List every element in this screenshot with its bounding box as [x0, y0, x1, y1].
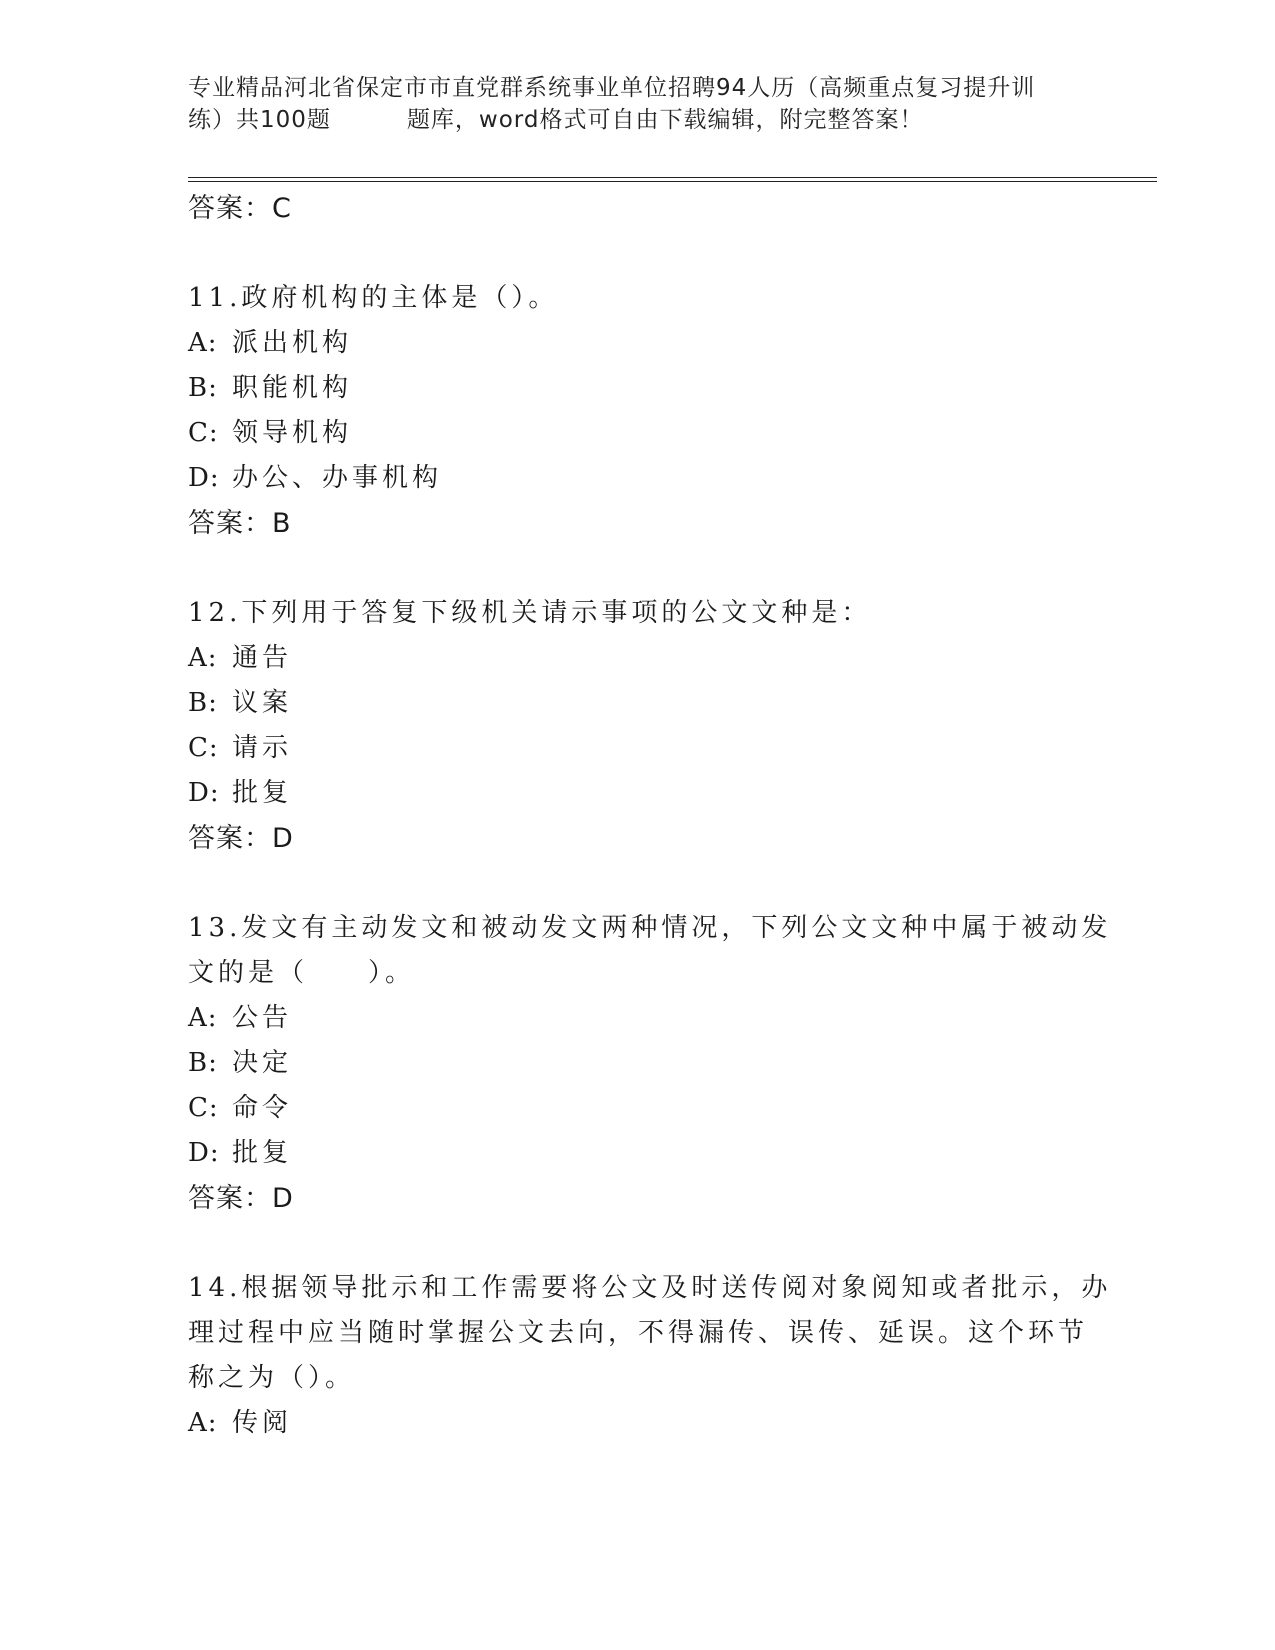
answer-value: B [272, 508, 292, 539]
question-text-line-1: 14.根据领导批示和工作需要将公文及时送传阅对象阅知或者批示，办 [188, 1273, 1112, 1303]
option-letter: A: [188, 328, 218, 358]
option-text: 派出机构 [232, 328, 353, 358]
option-c [188, 726, 1088, 771]
answer-value: D [272, 1183, 294, 1214]
option-b [188, 681, 1088, 726]
option-text: 批复 [232, 778, 293, 808]
option-letter: B: [188, 373, 218, 403]
answer-label: 答案： [188, 508, 272, 539]
option-text: 职能机构 [232, 373, 353, 403]
option-text: 决定 [232, 1048, 293, 1078]
option-letter: C: [188, 418, 219, 448]
option-letter: A: [188, 1408, 218, 1438]
answer-line [188, 816, 1088, 861]
option-text: 传阅 [232, 1408, 293, 1438]
option-a [188, 321, 1088, 366]
option-text: 议案 [232, 688, 293, 718]
option-text: 通告 [232, 643, 293, 673]
header-line-1: 专业精品河北省保定市市直党群系统事业单位招聘94人历（高频重点复习提升训 [188, 75, 1036, 101]
option-text: 公告 [232, 1003, 293, 1033]
question-13 [188, 906, 1112, 1221]
question-text-line-2: 理过程中应当随时掌握公文去向，不得漏传、误传、延误。这个环节 [188, 1318, 1089, 1348]
option-d [188, 1131, 1088, 1176]
option-letter: C: [188, 733, 219, 763]
header-rule-bottom [188, 181, 1157, 182]
option-text: 领导机构 [232, 418, 353, 448]
option-letter: B: [188, 688, 218, 718]
option-letter: D: [188, 463, 220, 493]
question-list [188, 186, 1112, 1446]
question-text-line-1: 13.发文有主动发文和被动发文两种情况，下列公文文种中属于被动发 [188, 913, 1112, 943]
option-letter: C: [188, 1093, 219, 1123]
option-a [188, 1401, 1088, 1446]
option-d [188, 771, 1088, 816]
option-a [188, 996, 1088, 1041]
question-text-line-3: 称之为（）。 [188, 1363, 356, 1393]
option-d [188, 456, 1088, 501]
question-12 [188, 591, 1088, 861]
header-rule-top [188, 177, 1157, 178]
question-14 [188, 1266, 1112, 1446]
option-b [188, 1041, 1088, 1086]
option-letter: D: [188, 778, 220, 808]
option-letter: A: [188, 643, 218, 673]
page-header [188, 72, 1088, 136]
answer-value: D [272, 823, 294, 854]
answer-line [188, 186, 1088, 231]
answer-label: 答案： [188, 823, 272, 854]
header-line-2 [188, 104, 1088, 136]
option-b [188, 366, 1088, 411]
answer-value: C [272, 193, 292, 224]
option-a [188, 636, 1088, 681]
option-text: 命令 [232, 1093, 293, 1123]
question-11 [188, 276, 1088, 546]
answer-label: 答案： [188, 1183, 272, 1214]
header-line-2-start: 练）共100题 [188, 107, 331, 133]
option-c [188, 1086, 1088, 1131]
question-text-line-2: 文的是（ ）。 [188, 958, 416, 988]
question-text: 11.政府机构的主体是（）。 [188, 283, 559, 313]
answer-label: 答案： [188, 193, 272, 224]
option-text: 请示 [232, 733, 293, 763]
option-letter: B: [188, 1048, 218, 1078]
option-letter: A: [188, 1003, 218, 1033]
option-letter: D: [188, 1138, 220, 1168]
option-text: 办公、办事机构 [232, 463, 443, 493]
option-c [188, 411, 1088, 456]
option-text: 批复 [232, 1138, 293, 1168]
header-line-2-end: 题库，word格式可自由下载编辑，附完整答案！ [406, 107, 924, 133]
question-text: 12.下列用于答复下级机关请示事项的公文文种是： [188, 598, 872, 628]
answer-line [188, 501, 1088, 546]
answer-line [188, 1176, 1088, 1221]
